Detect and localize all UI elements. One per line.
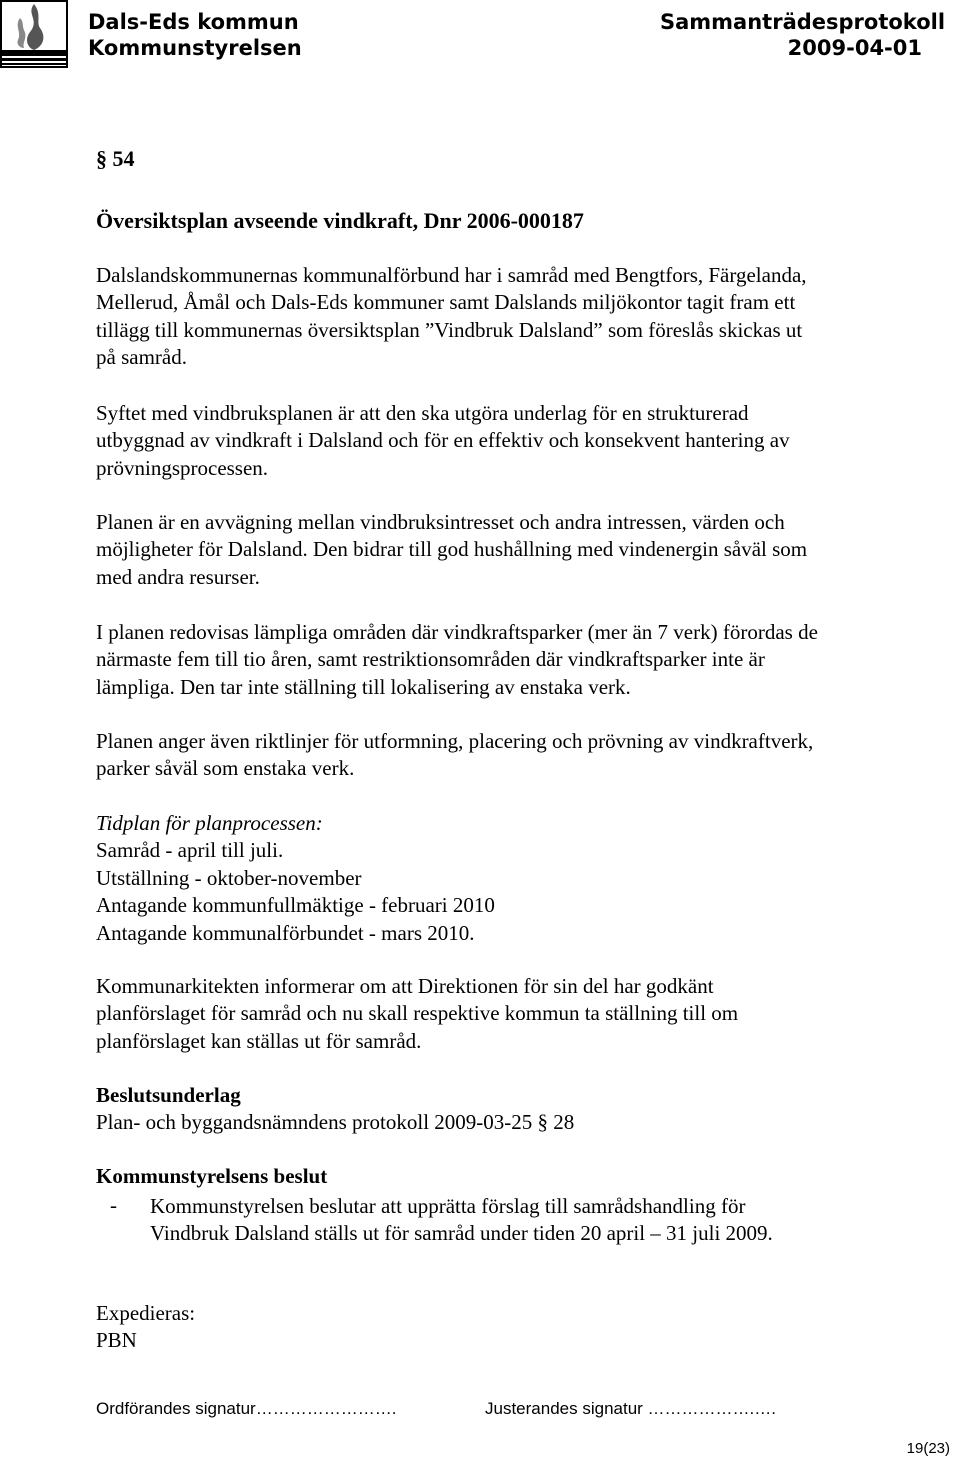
text-line: möjligheter för Dalsland. Den bidrar till god hushållning med vindenergin såväl som	[96, 537, 808, 562]
page-number: 19(23)	[906, 1440, 950, 1457]
timeline-item: Antagande kommunfullmäktige - februari 2010	[96, 893, 495, 918]
text-line: prövningsprocessen.	[96, 455, 269, 480]
decision-dash: -	[110, 1193, 117, 1217]
adjuster-signature: Justerandes signatur ……………….….	[485, 1399, 776, 1418]
section-number-value: 54	[112, 146, 135, 171]
paragraph-guidelines	[96, 728, 916, 783]
section-title: Översiktsplan avseende vindkraft, Dnr 2006-000187	[96, 208, 584, 233]
dispatch-label: Expedieras:	[96, 1301, 196, 1325]
paragraph-balance	[96, 509, 916, 591]
text-line: Mellerud, Åmål och Dals-Eds kommuner samt Dalslands miljökontor tagit fram ett	[96, 290, 796, 315]
text-line: på samråd.	[96, 345, 187, 370]
text-line: Planen anger även riktlinjer för utformning, placering och prövning av vindkraftverk,	[96, 729, 814, 753]
paragraph-purpose	[96, 400, 916, 482]
basis-reference: Plan- och byggandsnämndens protokoll 2009-03-25	[96, 1110, 533, 1135]
paragraph-areas	[96, 619, 916, 701]
text-line: med andra resurser.	[96, 564, 260, 589]
timeline-item: Samråd - april till juli.	[96, 838, 284, 863]
text-line: parker såväl som enstaka verk.	[96, 756, 355, 781]
text-line: Dalslandskommunernas kommunalförbund har i samråd med Bengtfors, Färgelanda,	[96, 263, 807, 287]
decision-basis	[96, 1082, 916, 1137]
meeting-date: 2009-04-01	[787, 36, 922, 60]
decision-text	[150, 1193, 773, 1248]
text-line: planförslaget för samråd och nu skall respektive kommun ta ställning till om	[96, 1001, 739, 1026]
basis-section: 28	[553, 1110, 575, 1135]
header-left	[88, 9, 302, 61]
text-line: lämpliga. Den tar inte ställning till lokalisering av enstaka verk.	[96, 674, 631, 699]
doc-type: Sammanträdesprotokoll	[660, 10, 946, 34]
timeline	[96, 810, 916, 947]
header-right	[660, 9, 945, 61]
timeline-item: Antagande kommunalförbundet - mars 2010.	[96, 920, 475, 945]
municipality-logo	[0, 0, 68, 68]
text-line: Kommunstyrelsen beslutar att upprätta förslag till samrådshandling för	[150, 1194, 746, 1218]
text-line: I planen redovisas lämpliga områden där vindkraftsparker (mer än 7 verk) förordas de	[96, 620, 818, 644]
paragraph-architect	[96, 973, 916, 1055]
text-line: Planen är en avvägning mellan vindbruksintresset och andra intressen, värden och	[96, 510, 785, 534]
text-line: Kommunarkitekten informerar om att Direktionen för sin del har godkänt	[96, 974, 714, 998]
basis-heading: Beslutsunderlag	[96, 1083, 241, 1107]
text-line: Vindbruk Dalsland ställs ut för samråd under tiden 20 april – 31 juli 2009.	[150, 1221, 773, 1246]
chair-signature: Ordförandes signatur…………………….	[96, 1399, 397, 1418]
text-line: Syftet med vindbruksplanen är att den ska utgöra underlag för en strukturerad	[96, 401, 749, 425]
org-name: Dals-Eds kommun	[88, 10, 299, 34]
dispatch-recipient: PBN	[96, 1328, 137, 1352]
paragraph-intro	[96, 262, 916, 372]
text-line: närmaste fem till tio åren, samt restriktionsområden där vindkraftsparker inte är	[96, 647, 765, 672]
timeline-item: Utställning - oktober-november	[96, 865, 362, 890]
section-number: § 54	[96, 146, 135, 171]
text-line: planförslaget kan ställas ut för samråd.	[96, 1028, 422, 1053]
body-name: Kommunstyrelsen	[88, 36, 302, 60]
timeline-heading: Tidplan för planprocessen:	[96, 811, 323, 835]
basis-text: Plan- och byggandsnämndens protokoll 2009-03-25 § 28	[96, 1110, 575, 1135]
text-line: tillägg till kommunernas översiktsplan ”Vindbruk Dalsland” som föreslås skickas ut	[96, 317, 803, 342]
text-line: utbyggnad av vindkraft i Dalsland och för en effektiv och konsekvent hantering av	[96, 428, 790, 453]
decision-heading: Kommunstyrelsens beslut	[96, 1164, 328, 1188]
